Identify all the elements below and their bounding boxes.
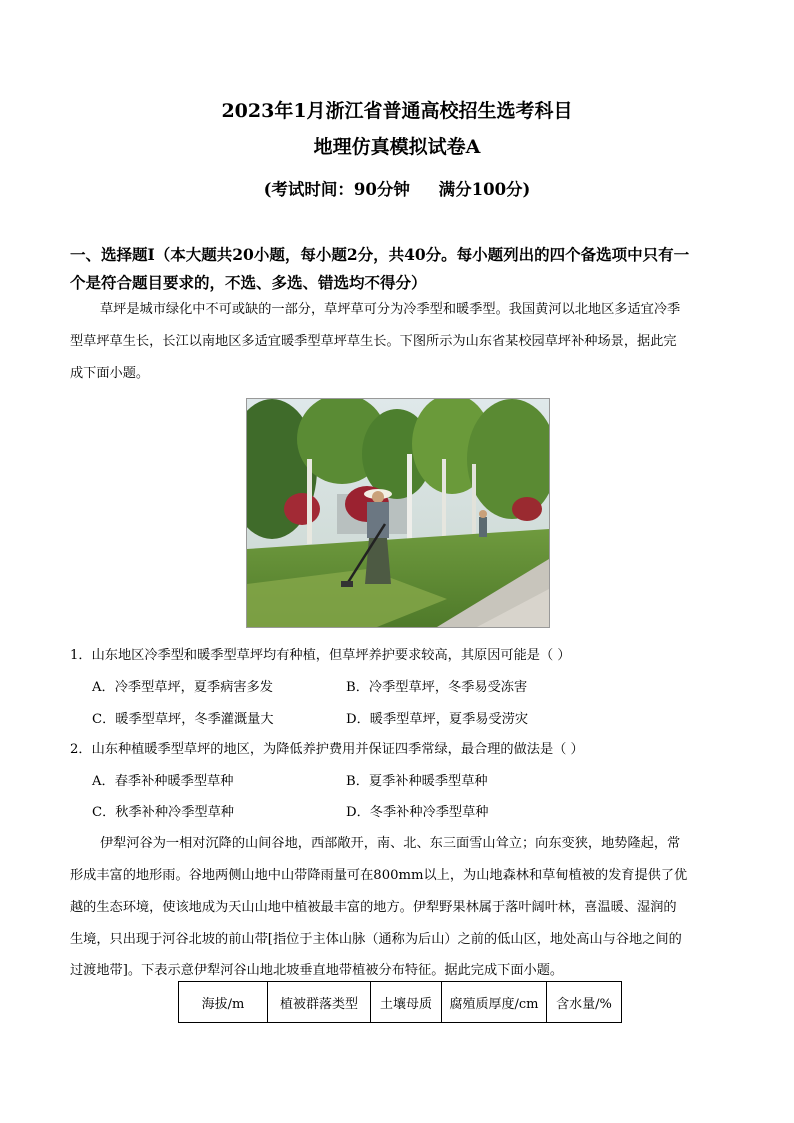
- question-2-option-d: D．冬季补种冷季型草种: [346, 805, 489, 820]
- passage1-line1: 草坪是城市绿化中不可或缺的一部分，草坪草可分为冷季型和暖季型。我国黄河以北地区多适宜冷季: [100, 302, 681, 317]
- section-heading-line1: 一、选择题Ⅰ（本大题共20小题，每小题2分，共40分。每小题列出的四个备选项中只有一: [70, 245, 690, 264]
- table-header-cell: 腐殖质厚度/cm: [442, 982, 547, 1023]
- question-1-option-d: D．暖季型草坪，夏季易受涝灾: [346, 712, 529, 727]
- passage2-line2: 形成丰富的地形雨。谷地两侧山地中山带降雨量可在800mm以上，为山地森林和草甸植被的发育提供了优: [70, 868, 688, 883]
- passage2-line4: 生境，只出现于河谷北坡的前山带[指位于主体山脉（通称为后山）之前的低山区，地处高山与谷地之间的: [70, 932, 682, 947]
- passage1-line2: 型草坪草生长，长江以南地区多适宜暖季型草坪草生长。下图所示为山东省某校园草坪补种场景，据此完: [70, 334, 677, 349]
- question-1-stem: 1．山东地区冷季型和暖季型草坪均有种植，但草坪养护要求较高，其原因可能是（ ）: [70, 648, 571, 663]
- question-2-option-b: B．夏季补种暖季型草种: [346, 774, 488, 789]
- table-header-cell: 土壤母质: [371, 982, 442, 1023]
- passage2-line1: 伊犁河谷为一相对沉降的山间谷地，西部敞开，南、北、东三面雪山耸立；向东变狭，地势隆起，常: [100, 836, 681, 851]
- exam-title-line2: 地理仿真模拟试卷A: [313, 136, 481, 158]
- question-1-option-a: A．冷季型草坪，夏季病害多发: [92, 680, 273, 695]
- section-heading-line2: 个是符合题目要求的，不选、多选、错选均不得分）: [70, 273, 427, 292]
- table-header-row: [179, 982, 622, 1023]
- vegetation-table: [178, 981, 622, 1023]
- table-header-cell: 植被群落类型: [268, 982, 371, 1023]
- passage1-line3: 成下面小题。: [70, 366, 150, 381]
- table-header-cell: 含水量/%: [547, 982, 622, 1023]
- question-2-option-c: C．秋季补种冷季型草种: [92, 805, 234, 820]
- question-2-option-a: A．春季补种暖季型草种: [92, 774, 234, 789]
- exam-title-line1: 2023年1月浙江省普通高校招生选考科目: [221, 100, 573, 122]
- question-1-option-c: C．暖季型草坪，冬季灌溉量大: [92, 712, 274, 727]
- exam-info: (考试时间：90分钟 满分100分): [263, 180, 531, 199]
- table-header-cell: 海拔/m: [179, 982, 268, 1023]
- question-2-stem: 2．山东种植暖季型草坪的地区，为降低养护费用并保证四季常绿，最合理的做法是（ ）: [70, 742, 584, 757]
- passage2-line3: 越的生态环境，使该地成为天山山地中植被最丰富的地方。伊犁野果林属于落叶阔叶林，喜温暖、湿润的: [70, 900, 677, 915]
- lawn-mowing-photo: [246, 398, 550, 628]
- question-1-option-b: B．冷季型草坪，冬季易受冻害: [346, 680, 528, 695]
- lawn-scene-icon: [247, 399, 549, 627]
- passage2-line5: 过渡地带]。下表示意伊犁河谷山地北坡垂直地带植被分布特征。据此完成下面小题。: [70, 963, 564, 978]
